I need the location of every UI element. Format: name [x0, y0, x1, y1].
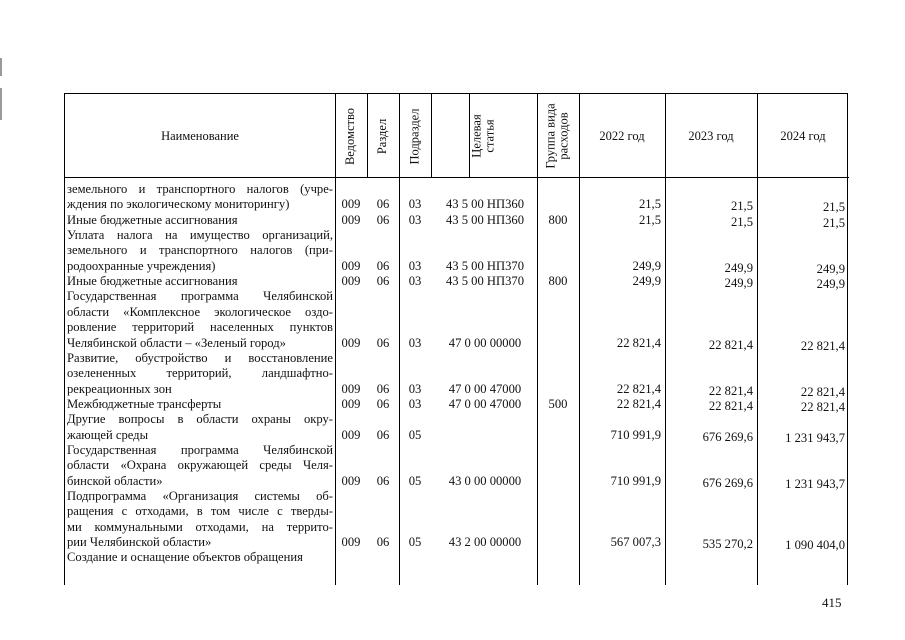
table-row	[65, 243, 849, 258]
table-row	[65, 474, 849, 489]
cell-razdel: 06	[376, 212, 390, 227]
row-name-text: бинской области»	[67, 473, 163, 488]
cell-target-article: 43 5 00 НП370	[445, 258, 524, 273]
header-2022: 2022 год	[599, 128, 645, 143]
row-name-text: ровление территорий населенных пунктов	[67, 320, 333, 335]
row-name-text: земельного и транспортного налогов (при-	[67, 243, 333, 258]
cell-expense-group: 500	[548, 396, 568, 411]
row-name-text: Государственная программа Челябинской	[67, 442, 333, 457]
cell-podrazdel: 03	[408, 396, 422, 411]
cell-vedomstvo: 009	[341, 427, 361, 442]
cell-2023: 22 821,4	[708, 383, 753, 398]
cell-razdel: 06	[376, 335, 390, 350]
cell-vedomstvo: 009	[341, 274, 361, 289]
cell-2022: 22 821,4	[616, 396, 661, 411]
cell-2023: 676 269,6	[702, 475, 753, 490]
table-row	[65, 412, 849, 427]
cell-2024: 1 090 404,0	[785, 538, 845, 553]
cell-razdel: 06	[376, 535, 390, 550]
cell-2022: 22 821,4	[616, 381, 661, 396]
row-name-text: Уплата налога на имущество организаций,	[67, 228, 333, 243]
table-row	[65, 489, 849, 504]
row-name-text: области «Комплексное экологическое оздо-	[67, 304, 333, 319]
header-target-article: Целевая статья	[470, 114, 497, 158]
cell-target-article: 43 0 00 00000	[448, 473, 522, 488]
table-row	[65, 336, 849, 351]
cell-2022: 22 821,4	[616, 335, 661, 350]
table-row	[65, 197, 849, 215]
budget-table	[64, 93, 848, 585]
table-row	[65, 351, 849, 366]
header-podrazdel: Подраздел	[407, 108, 422, 164]
cell-2024: 249,9	[816, 261, 845, 276]
cell-podrazdel: 05	[408, 473, 422, 488]
row-name-text: Подпрограмма «Организация системы об-	[67, 489, 333, 503]
row-name-text: ращения с отходами, в том числе с тверды-	[67, 504, 333, 519]
cell-target-article: 43 5 00 НП370	[445, 274, 524, 289]
page-number: 415	[822, 595, 842, 610]
row-name-text: Государственная программа Челябинской	[67, 289, 333, 304]
row-name-text: Другие вопросы в области охраны окру-	[67, 412, 333, 427]
cell-vedomstvo: 009	[341, 381, 361, 396]
header-2023: 2023 год	[688, 128, 734, 143]
cell-2023: 22 821,4	[708, 337, 753, 352]
table-row	[65, 520, 849, 535]
cell-2024: 1 231 943,7	[785, 430, 845, 445]
cell-razdel: 06	[376, 473, 390, 488]
cell-target-article: 43 5 00 НП360	[445, 197, 524, 212]
row-name-text: Межбюджетные трансферты	[67, 396, 222, 411]
table-row	[65, 443, 849, 458]
cell-2023: 21,5	[730, 214, 753, 229]
cell-podrazdel: 05	[408, 535, 422, 550]
cell-razdel: 06	[376, 197, 390, 212]
cell-podrazdel: 03	[408, 197, 422, 212]
cell-2022: 249,9	[632, 258, 661, 273]
table-row	[65, 305, 849, 320]
row-name-text: ми коммунальными отходами, на террито-	[67, 519, 333, 534]
cell-razdel: 06	[376, 274, 390, 289]
row-name-text: Челябинской области – «Зеленый город»	[67, 335, 286, 350]
cell-2023: 249,9	[724, 276, 753, 291]
row-name-text: Создание и оснащение объектов обращения	[67, 550, 303, 565]
cell-2022: 249,9	[632, 274, 661, 289]
cell-2024: 22 821,4	[800, 384, 845, 399]
cell-2023: 535 270,2	[702, 537, 753, 552]
row-name-text: родоохранные учреждения)	[67, 258, 216, 273]
cell-razdel: 06	[376, 258, 390, 273]
cell-2024: 1 231 943,7	[785, 476, 845, 491]
row-name-text: ждения по экологическому мониторингу)	[67, 197, 290, 212]
row-name-text: Иные бюджетные ассигнования	[67, 274, 238, 289]
cell-razdel: 06	[376, 381, 390, 396]
row-name-text: жающей среды	[67, 427, 149, 442]
cell-vedomstvo: 009	[341, 197, 361, 212]
table-row	[65, 289, 849, 304]
table-row	[65, 397, 849, 412]
cell-podrazdel: 05	[408, 427, 422, 442]
cell-2022: 710 991,9	[610, 427, 661, 442]
header-expense-group: Группа вида расходов	[544, 103, 572, 169]
cell-target-article: 47 0 00 00000	[448, 335, 522, 350]
table-row	[65, 504, 849, 519]
header-razdel: Раздел	[375, 118, 390, 154]
cell-2022: 567 007,3	[610, 535, 661, 550]
row-name-text: рии Челябинской области»	[67, 535, 212, 550]
cell-expense-group: 800	[548, 274, 568, 289]
table-row	[65, 274, 849, 292]
cell-target-article: 47 0 00 47000	[448, 396, 522, 411]
cell-2024: 22 821,4	[800, 338, 845, 353]
row-name-text: области «Охрана окружающей среды Челя-	[67, 458, 333, 473]
cell-target-article: 47 0 00 47000	[448, 381, 522, 396]
scan-mark	[0, 58, 2, 76]
cell-2022: 710 991,9	[610, 473, 661, 488]
table-row	[65, 213, 849, 228]
cell-podrazdel: 03	[408, 381, 422, 396]
cell-2023: 21,5	[730, 199, 753, 214]
cell-razdel: 06	[376, 427, 390, 442]
cell-razdel: 06	[376, 396, 390, 411]
cell-vedomstvo: 009	[341, 335, 361, 350]
table-row	[65, 366, 849, 381]
cell-podrazdel: 03	[408, 258, 422, 273]
table-row	[65, 182, 849, 197]
table-row	[65, 228, 849, 243]
row-name-text: озелененных территорий, ландшафтно-	[67, 366, 333, 381]
header-2024: 2024 год	[780, 128, 826, 143]
cell-target-article: 43 5 00 НП360	[445, 212, 524, 227]
cell-podrazdel: 03	[408, 212, 422, 227]
cell-vedomstvo: 009	[341, 212, 361, 227]
cell-2023: 249,9	[724, 260, 753, 275]
cell-2023: 22 821,4	[708, 398, 753, 413]
cell-2022: 21,5	[638, 197, 661, 212]
table-row	[65, 320, 849, 335]
row-name-text: земельного и транспортного налогов (учре-	[67, 182, 333, 196]
header-name: Наименование	[161, 128, 239, 143]
cell-podrazdel: 03	[408, 335, 422, 350]
row-name-text: Развитие, обустройство и восстановление	[67, 350, 333, 365]
table-row	[65, 428, 849, 443]
cell-2024: 249,9	[816, 277, 845, 292]
scan-mark	[0, 88, 2, 120]
table-row	[65, 382, 849, 397]
cell-2023: 676 269,6	[702, 429, 753, 444]
cell-expense-group: 800	[548, 212, 568, 227]
cell-vedomstvo: 009	[341, 535, 361, 550]
cell-2024: 22 821,4	[800, 399, 845, 414]
cell-2024: 21,5	[822, 215, 845, 230]
cell-vedomstvo: 009	[341, 473, 361, 488]
cell-podrazdel: 03	[408, 274, 422, 289]
table-row	[65, 550, 849, 565]
cell-target-article: 43 2 00 00000	[448, 535, 522, 550]
header-vedomstvo: Ведомство	[343, 107, 358, 165]
table-row	[65, 259, 849, 274]
cell-2022: 21,5	[638, 212, 661, 227]
table-row	[65, 458, 849, 473]
cell-2024: 21,5	[822, 200, 845, 215]
cell-vedomstvo: 009	[341, 396, 361, 411]
row-name-text: Иные бюджетные ассигнования	[67, 212, 238, 227]
cell-vedomstvo: 009	[341, 258, 361, 273]
table-row	[65, 535, 849, 553]
row-name-text: рекреационных зон	[67, 381, 172, 396]
